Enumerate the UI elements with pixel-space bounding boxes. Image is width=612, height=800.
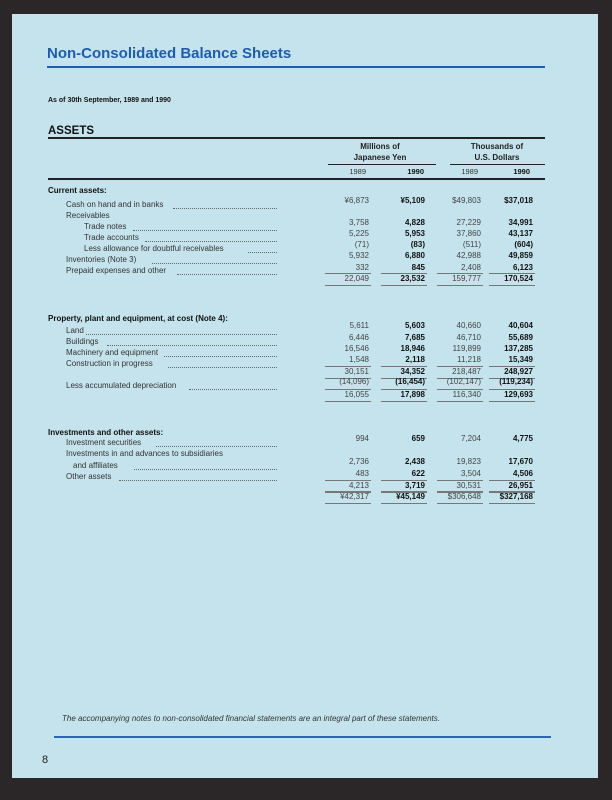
row-label: Inventories (Note 3) [66, 255, 137, 264]
row-label: Construction in progress [66, 359, 153, 368]
usd-header-rule [450, 164, 545, 165]
subtotal-rule [489, 273, 535, 274]
cell-value: 248,927 [504, 367, 533, 376]
year-usd-1989: 1989 [461, 167, 478, 176]
total-underline [489, 285, 535, 286]
cell-value: 23,532 [400, 274, 425, 283]
cell-value: 4,213 [348, 481, 369, 490]
section-label: Property, plant and equipment, at cost (Note 4): [48, 314, 228, 323]
cell-value: (16,454) [395, 377, 425, 386]
cell-value: 18,946 [400, 344, 425, 353]
cell-value: 2,118 [405, 355, 425, 364]
cell-value: 119,899 [452, 344, 481, 353]
footnote: The accompanying notes to non-consolidated financial statements are an integral part of these statements. [62, 714, 440, 723]
row-label: Prepaid expenses and other [66, 266, 167, 275]
total-underline [325, 285, 371, 286]
row-label: Less allowance for doubtful receivables [84, 244, 224, 253]
cell-value: 55,689 [508, 333, 533, 342]
cell-value: ¥6,873 [344, 196, 369, 205]
cell-value: 27,229 [456, 218, 481, 227]
yen-column-header [330, 141, 430, 163]
cell-value: 6,880 [404, 251, 425, 260]
footer-rule [54, 736, 551, 738]
dot-leader [119, 480, 277, 481]
page-number: 8 [42, 754, 49, 766]
page-title: Non-Consolidated Balance Sheets [47, 45, 292, 62]
cell-value: 4,775 [512, 434, 533, 443]
total-underline [489, 401, 535, 402]
cell-value: 483 [355, 469, 369, 478]
total-underline [437, 285, 483, 286]
cell-value: 218,487 [452, 367, 481, 376]
dot-leader [177, 274, 277, 275]
total-underline [437, 401, 483, 402]
cell-value: $49,803 [452, 196, 481, 205]
row-label: Buildings [66, 337, 99, 346]
dot-leader [189, 389, 277, 390]
cell-value: 2,438 [404, 457, 425, 466]
cell-value: $37,018 [504, 196, 533, 205]
cell-value: 22,049 [344, 274, 369, 283]
yen-header-line1: Millions of [360, 142, 400, 151]
cell-value: 7,204 [460, 434, 481, 443]
cell-value: 5,932 [348, 251, 369, 260]
cell-value: 16,055 [344, 390, 369, 399]
total-underline [381, 401, 427, 402]
cell-value: 3,504 [460, 469, 481, 478]
cell-value: 2,408 [460, 263, 481, 272]
cell-value: 16,546 [344, 344, 369, 353]
cell-value: 40,604 [508, 321, 533, 330]
dot-leader [168, 367, 277, 368]
cell-value: 7,685 [404, 333, 425, 342]
dot-leader [86, 334, 277, 335]
cell-value: 11,218 [457, 355, 481, 364]
year-yen-1989: 1989 [349, 167, 366, 176]
cell-value: 159,777 [452, 274, 481, 283]
dot-leader [164, 356, 277, 357]
cell-value: 5,611 [349, 321, 369, 330]
cell-value: 5,225 [348, 229, 369, 238]
cell-value: (102,147) [446, 377, 481, 386]
cell-value: 40,660 [456, 321, 481, 330]
section-label: Investments and other assets: [48, 428, 164, 437]
cell-value: 42,988 [456, 251, 481, 260]
cell-value: 30,531 [456, 481, 481, 490]
cell-value: 170,524 [504, 274, 533, 283]
cell-value: (119,234) [499, 377, 533, 386]
cell-value: ¥45,149 [396, 492, 425, 501]
cell-value: 37,860 [456, 229, 481, 238]
cell-value: 49,859 [508, 251, 533, 260]
cell-value: 43,137 [508, 229, 533, 238]
dot-leader [107, 345, 277, 346]
cell-value: ¥42,317 [340, 492, 369, 501]
row-label: Cash on hand and in banks [66, 200, 164, 209]
cell-value: (14,096) [339, 377, 369, 386]
cell-value: 659 [411, 434, 425, 443]
cell-value: 6,123 [512, 263, 533, 272]
cell-value: 34,991 [508, 218, 533, 227]
cell-value: 6,446 [348, 333, 369, 342]
dot-leader [134, 469, 277, 470]
cell-value: 26,951 [508, 481, 533, 490]
dot-leader [248, 252, 277, 253]
cell-value: 3,758 [348, 218, 369, 227]
as-of-date: As of 30th September, 1989 and 1990 [48, 97, 171, 104]
row-label: Receivables [66, 211, 110, 220]
total-underline [325, 503, 371, 504]
subtotal-rule [489, 366, 535, 367]
cell-value: 129,693 [504, 390, 533, 399]
cell-value: 2,736 [348, 457, 369, 466]
row-label: Trade notes [84, 222, 127, 231]
subtotal-rule [489, 389, 535, 390]
cell-value: $327,168 [499, 492, 533, 501]
dot-leader [145, 241, 277, 242]
dot-leader [152, 263, 277, 264]
title-rule [47, 66, 545, 68]
cell-value: 3,719 [404, 481, 425, 490]
total-underline [489, 503, 535, 504]
cell-value: 15,349 [508, 355, 533, 364]
cell-value: 994 [355, 434, 369, 443]
total-underline [381, 503, 427, 504]
cell-value: $306,648 [447, 492, 481, 501]
dot-leader [156, 446, 277, 447]
cell-value: 30,151 [344, 367, 369, 376]
cell-value: 17,898 [400, 390, 425, 399]
cell-value: 1,548 [348, 355, 369, 364]
usd-column-header [447, 141, 547, 163]
yen-header-line2: Japanese Yen [353, 153, 407, 162]
row-label: Land [66, 326, 84, 335]
section-heading: ASSETS [48, 125, 95, 137]
total-underline [381, 285, 427, 286]
header-bottom-rule [48, 178, 545, 180]
cell-value: 46,710 [456, 333, 481, 342]
row-label: Other assets [66, 472, 112, 481]
year-yen-1990: 1990 [407, 167, 424, 176]
cell-value: (83) [410, 240, 425, 249]
usd-header-line1: Thousands of [470, 142, 524, 151]
cell-value: ¥5,109 [400, 196, 425, 205]
row-label: Investments in and advances to subsidiaries [66, 449, 223, 458]
cell-value: 4,506 [512, 469, 533, 478]
cell-value: 622 [411, 469, 425, 478]
cell-value: 34,352 [400, 367, 425, 376]
cell-value: 17,670 [508, 457, 533, 466]
cell-value: 332 [355, 263, 369, 272]
cell-value: 137,285 [504, 344, 533, 353]
year-usd-1990: 1990 [513, 167, 530, 176]
row-label: Investment securities [66, 438, 142, 447]
cell-value: (604) [514, 240, 533, 249]
usd-header-line2: U.S. Dollars [474, 153, 520, 162]
section-rule [48, 137, 545, 139]
cell-value: (511) [462, 240, 481, 249]
dot-leader [173, 208, 278, 209]
yen-header-rule [328, 164, 436, 165]
section-label: Current assets: [48, 186, 107, 195]
cell-value: 5,603 [404, 321, 425, 330]
dot-leader [133, 230, 277, 231]
row-label: Trade accounts [84, 233, 139, 242]
total-underline [437, 503, 483, 504]
total-underline [325, 401, 371, 402]
cell-value: 19,823 [456, 457, 481, 466]
cell-value: 116,340 [452, 390, 481, 399]
cell-value: 5,953 [404, 229, 425, 238]
row-label: and affiliates [73, 461, 118, 470]
cell-value: 4,828 [404, 218, 425, 227]
cell-value: (71) [354, 240, 369, 249]
subtotal-rule [489, 480, 535, 481]
row-label: Less accumulated depreciation [66, 381, 177, 390]
row-label: Machinery and equipment [66, 348, 159, 357]
subtotal-rule [489, 491, 535, 492]
cell-value: 845 [411, 263, 425, 272]
